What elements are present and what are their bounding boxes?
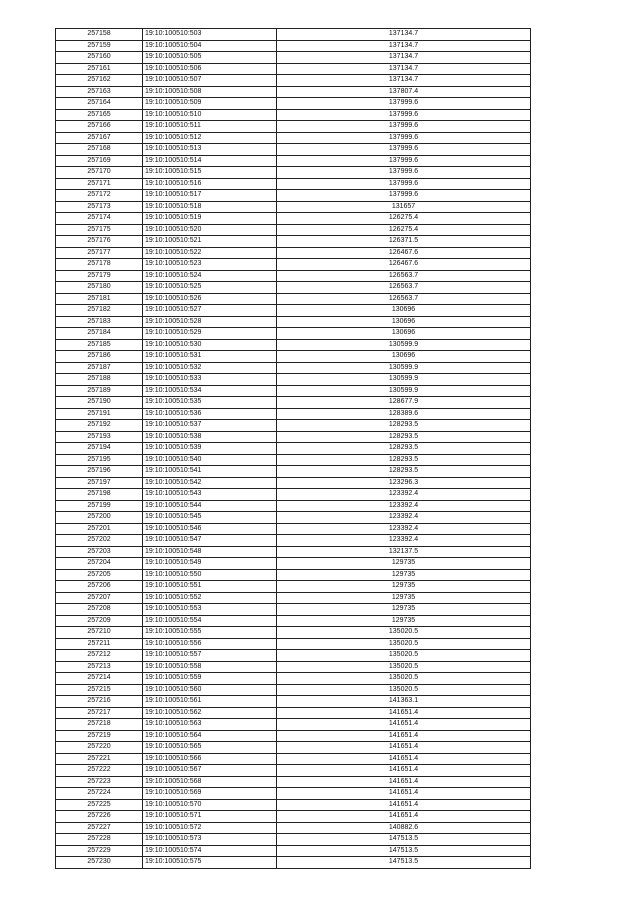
- row-id-cell: 257166: [56, 121, 143, 133]
- cadastral-number-cell: 19:10:100510:575: [143, 857, 277, 869]
- row-id-cell: 257214: [56, 673, 143, 685]
- cadastral-number-cell: 19:10:100510:518: [143, 201, 277, 213]
- cadastral-number-cell: 19:10:100510:528: [143, 316, 277, 328]
- table-body: [56, 29, 531, 869]
- table-row: [56, 420, 531, 432]
- cadastral-number-cell: 19:10:100510:555: [143, 627, 277, 639]
- value-cell: 147513.5: [277, 845, 531, 857]
- row-id-cell: 257171: [56, 178, 143, 190]
- table-row: [56, 213, 531, 225]
- cadastral-number-cell: 19:10:100510:514: [143, 155, 277, 167]
- cadastral-number-cell: 19:10:100510:531: [143, 351, 277, 363]
- cadastral-number-cell: 19:10:100510:509: [143, 98, 277, 110]
- table-row: [56, 339, 531, 351]
- row-id-cell: 257218: [56, 719, 143, 731]
- table-row: [56, 362, 531, 374]
- value-cell: 128293.5: [277, 454, 531, 466]
- row-id-cell: 257211: [56, 638, 143, 650]
- cadastral-number-cell: 19:10:100510:573: [143, 834, 277, 846]
- row-id-cell: 257172: [56, 190, 143, 202]
- table-row: [56, 581, 531, 593]
- row-id-cell: 257192: [56, 420, 143, 432]
- table-row: [56, 29, 531, 41]
- cadastral-number-cell: 19:10:100510:533: [143, 374, 277, 386]
- row-id-cell: 257178: [56, 259, 143, 271]
- value-cell: 126467.6: [277, 259, 531, 271]
- value-cell: 123392.4: [277, 489, 531, 501]
- row-id-cell: 257198: [56, 489, 143, 501]
- table-row: [56, 443, 531, 455]
- row-id-cell: 257201: [56, 523, 143, 535]
- cadastral-number-cell: 19:10:100510:572: [143, 822, 277, 834]
- table-row: [56, 431, 531, 443]
- value-cell: 137999.6: [277, 190, 531, 202]
- row-id-cell: 257199: [56, 500, 143, 512]
- table-row: [56, 121, 531, 133]
- value-cell: 129735: [277, 592, 531, 604]
- cadastral-number-cell: 19:10:100510:527: [143, 305, 277, 317]
- value-cell: 141651.4: [277, 730, 531, 742]
- value-cell: 130599.9: [277, 385, 531, 397]
- row-id-cell: 257175: [56, 224, 143, 236]
- value-cell: 147513.5: [277, 834, 531, 846]
- cadastral-number-cell: 19:10:100510:538: [143, 431, 277, 443]
- value-cell: 141651.4: [277, 707, 531, 719]
- cadastral-number-cell: 19:10:100510:510: [143, 109, 277, 121]
- cadastral-number-cell: 19:10:100510:540: [143, 454, 277, 466]
- cadastral-number-cell: 19:10:100510:520: [143, 224, 277, 236]
- row-id-cell: 257213: [56, 661, 143, 673]
- value-cell: 129735: [277, 604, 531, 616]
- cadastral-number-cell: 19:10:100510:522: [143, 247, 277, 259]
- value-cell: 130599.9: [277, 374, 531, 386]
- value-cell: 128293.5: [277, 443, 531, 455]
- row-id-cell: 257216: [56, 696, 143, 708]
- row-id-cell: 257229: [56, 845, 143, 857]
- value-cell: 137134.7: [277, 40, 531, 52]
- table-row: [56, 707, 531, 719]
- table-row: [56, 500, 531, 512]
- row-id-cell: 257163: [56, 86, 143, 98]
- table-row: [56, 397, 531, 409]
- cadastral-number-cell: 19:10:100510:529: [143, 328, 277, 340]
- row-id-cell: 257177: [56, 247, 143, 259]
- row-id-cell: 257168: [56, 144, 143, 156]
- value-cell: 123392.4: [277, 512, 531, 524]
- row-id-cell: 257186: [56, 351, 143, 363]
- table-row: [56, 811, 531, 823]
- row-id-cell: 257219: [56, 730, 143, 742]
- row-id-cell: 257160: [56, 52, 143, 64]
- row-id-cell: 257185: [56, 339, 143, 351]
- value-cell: 141651.4: [277, 811, 531, 823]
- row-id-cell: 257217: [56, 707, 143, 719]
- cadastral-number-cell: 19:10:100510:526: [143, 293, 277, 305]
- row-id-cell: 257173: [56, 201, 143, 213]
- row-id-cell: 257209: [56, 615, 143, 627]
- table-row: [56, 558, 531, 570]
- cadastral-number-cell: 19:10:100510:503: [143, 29, 277, 41]
- cadastral-number-cell: 19:10:100510:547: [143, 535, 277, 547]
- value-cell: 129735: [277, 581, 531, 593]
- cadastral-number-cell: 19:10:100510:545: [143, 512, 277, 524]
- cadastral-number-cell: 19:10:100510:521: [143, 236, 277, 248]
- value-cell: 141651.4: [277, 788, 531, 800]
- value-cell: 137134.7: [277, 52, 531, 64]
- row-id-cell: 257200: [56, 512, 143, 524]
- row-id-cell: 257226: [56, 811, 143, 823]
- table-row: [56, 282, 531, 294]
- cadastral-number-cell: 19:10:100510:541: [143, 466, 277, 478]
- cadastral-number-cell: 19:10:100510:536: [143, 408, 277, 420]
- value-cell: 126467.6: [277, 247, 531, 259]
- table-row: [56, 305, 531, 317]
- table-row: [56, 523, 531, 535]
- row-id-cell: 257158: [56, 29, 143, 41]
- value-cell: 135020.5: [277, 650, 531, 662]
- value-cell: 123296.3: [277, 477, 531, 489]
- data-table: [55, 28, 531, 869]
- cadastral-number-cell: 19:10:100510:507: [143, 75, 277, 87]
- table-row: [56, 788, 531, 800]
- value-cell: 141651.4: [277, 753, 531, 765]
- cadastral-number-cell: 19:10:100510:524: [143, 270, 277, 282]
- cadastral-number-cell: 19:10:100510:544: [143, 500, 277, 512]
- cadastral-number-cell: 19:10:100510:505: [143, 52, 277, 64]
- value-cell: 128293.5: [277, 420, 531, 432]
- value-cell: 137134.7: [277, 63, 531, 75]
- cadastral-number-cell: 19:10:100510:565: [143, 742, 277, 754]
- value-cell: 130696: [277, 305, 531, 317]
- row-id-cell: 257210: [56, 627, 143, 639]
- value-cell: 141651.4: [277, 719, 531, 731]
- value-cell: 137134.7: [277, 75, 531, 87]
- table-row: [56, 40, 531, 52]
- table-row: [56, 592, 531, 604]
- row-id-cell: 257207: [56, 592, 143, 604]
- value-cell: 128677.9: [277, 397, 531, 409]
- value-cell: 137134.7: [277, 29, 531, 41]
- value-cell: 126275.4: [277, 224, 531, 236]
- table-row: [56, 799, 531, 811]
- row-id-cell: 257227: [56, 822, 143, 834]
- row-id-cell: 257223: [56, 776, 143, 788]
- row-id-cell: 257169: [56, 155, 143, 167]
- row-id-cell: 257170: [56, 167, 143, 179]
- value-cell: 137999.6: [277, 132, 531, 144]
- value-cell: 132137.5: [277, 546, 531, 558]
- row-id-cell: 257190: [56, 397, 143, 409]
- table-row: [56, 661, 531, 673]
- row-id-cell: 257202: [56, 535, 143, 547]
- row-id-cell: 257179: [56, 270, 143, 282]
- table-row: [56, 776, 531, 788]
- cadastral-number-cell: 19:10:100510:511: [143, 121, 277, 133]
- value-cell: 126563.7: [277, 282, 531, 294]
- value-cell: 140882.6: [277, 822, 531, 834]
- cadastral-number-cell: 19:10:100510:553: [143, 604, 277, 616]
- table-row: [56, 351, 531, 363]
- table-row: [56, 857, 531, 869]
- table-row: [56, 86, 531, 98]
- table-row: [56, 822, 531, 834]
- row-id-cell: 257182: [56, 305, 143, 317]
- table-row: [56, 316, 531, 328]
- table-row: [56, 489, 531, 501]
- value-cell: 130696: [277, 351, 531, 363]
- table-row: [56, 259, 531, 271]
- value-cell: 128293.5: [277, 431, 531, 443]
- cadastral-number-cell: 19:10:100510:512: [143, 132, 277, 144]
- table-row: [56, 512, 531, 524]
- row-id-cell: 257195: [56, 454, 143, 466]
- table-row: [56, 98, 531, 110]
- row-id-cell: 257188: [56, 374, 143, 386]
- table-row: [56, 615, 531, 627]
- table-row: [56, 224, 531, 236]
- table-row: [56, 742, 531, 754]
- cadastral-number-cell: 19:10:100510:559: [143, 673, 277, 685]
- value-cell: 126371.5: [277, 236, 531, 248]
- value-cell: 141651.4: [277, 742, 531, 754]
- table-row: [56, 374, 531, 386]
- cadastral-number-cell: 19:10:100510:564: [143, 730, 277, 742]
- value-cell: 137999.6: [277, 98, 531, 110]
- table-row: [56, 477, 531, 489]
- row-id-cell: 257193: [56, 431, 143, 443]
- table-row: [56, 385, 531, 397]
- cadastral-number-cell: 19:10:100510:530: [143, 339, 277, 351]
- cadastral-number-cell: 19:10:100510:504: [143, 40, 277, 52]
- table-row: [56, 132, 531, 144]
- cadastral-number-cell: 19:10:100510:563: [143, 719, 277, 731]
- row-id-cell: 257221: [56, 753, 143, 765]
- value-cell: 135020.5: [277, 638, 531, 650]
- cadastral-number-cell: 19:10:100510:554: [143, 615, 277, 627]
- value-cell: 123392.4: [277, 500, 531, 512]
- value-cell: 130696: [277, 328, 531, 340]
- row-id-cell: 257215: [56, 684, 143, 696]
- row-id-cell: 257225: [56, 799, 143, 811]
- row-id-cell: 257176: [56, 236, 143, 248]
- value-cell: 135020.5: [277, 684, 531, 696]
- table-row: [56, 408, 531, 420]
- row-id-cell: 257164: [56, 98, 143, 110]
- value-cell: 137999.6: [277, 109, 531, 121]
- cadastral-number-cell: 19:10:100510:546: [143, 523, 277, 535]
- table-row: [56, 834, 531, 846]
- row-id-cell: 257196: [56, 466, 143, 478]
- cadastral-number-cell: 19:10:100510:525: [143, 282, 277, 294]
- row-id-cell: 257191: [56, 408, 143, 420]
- value-cell: 126563.7: [277, 270, 531, 282]
- table-row: [56, 144, 531, 156]
- row-id-cell: 257197: [56, 477, 143, 489]
- table-row: [56, 190, 531, 202]
- table-row: [56, 201, 531, 213]
- table-row: [56, 75, 531, 87]
- row-id-cell: 257194: [56, 443, 143, 455]
- cadastral-number-cell: 19:10:100510:534: [143, 385, 277, 397]
- row-id-cell: 257222: [56, 765, 143, 777]
- table-row: [56, 627, 531, 639]
- cadastral-number-cell: 19:10:100510:542: [143, 477, 277, 489]
- row-id-cell: 257228: [56, 834, 143, 846]
- cadastral-number-cell: 19:10:100510:551: [143, 581, 277, 593]
- cadastral-number-cell: 19:10:100510:549: [143, 558, 277, 570]
- table-row: [56, 753, 531, 765]
- cadastral-number-cell: 19:10:100510:566: [143, 753, 277, 765]
- value-cell: 141651.4: [277, 799, 531, 811]
- table-row: [56, 178, 531, 190]
- row-id-cell: 257180: [56, 282, 143, 294]
- table-row: [56, 52, 531, 64]
- value-cell: 137999.6: [277, 121, 531, 133]
- cadastral-number-cell: 19:10:100510:556: [143, 638, 277, 650]
- value-cell: 123392.4: [277, 535, 531, 547]
- cadastral-number-cell: 19:10:100510:570: [143, 799, 277, 811]
- cadastral-number-cell: 19:10:100510:535: [143, 397, 277, 409]
- value-cell: 135020.5: [277, 661, 531, 673]
- cadastral-number-cell: 19:10:100510:557: [143, 650, 277, 662]
- row-id-cell: 257159: [56, 40, 143, 52]
- value-cell: 129735: [277, 558, 531, 570]
- row-id-cell: 257181: [56, 293, 143, 305]
- table-row: [56, 546, 531, 558]
- value-cell: 126275.4: [277, 213, 531, 225]
- row-id-cell: 257187: [56, 362, 143, 374]
- cadastral-number-cell: 19:10:100510:571: [143, 811, 277, 823]
- cadastral-number-cell: 19:10:100510:569: [143, 788, 277, 800]
- row-id-cell: 257174: [56, 213, 143, 225]
- row-id-cell: 257205: [56, 569, 143, 581]
- cadastral-number-cell: 19:10:100510:539: [143, 443, 277, 455]
- cadastral-number-cell: 19:10:100510:517: [143, 190, 277, 202]
- cadastral-number-cell: 19:10:100510:567: [143, 765, 277, 777]
- value-cell: 135020.5: [277, 673, 531, 685]
- row-id-cell: 257189: [56, 385, 143, 397]
- table-row: [56, 638, 531, 650]
- cadastral-number-cell: 19:10:100510:568: [143, 776, 277, 788]
- row-id-cell: 257165: [56, 109, 143, 121]
- row-id-cell: 257204: [56, 558, 143, 570]
- cadastral-number-cell: 19:10:100510:558: [143, 661, 277, 673]
- table-row: [56, 845, 531, 857]
- value-cell: 135020.5: [277, 627, 531, 639]
- value-cell: 128389.6: [277, 408, 531, 420]
- row-id-cell: 257206: [56, 581, 143, 593]
- row-id-cell: 257220: [56, 742, 143, 754]
- value-cell: 137999.6: [277, 178, 531, 190]
- table-row: [56, 535, 531, 547]
- row-id-cell: 257230: [56, 857, 143, 869]
- cadastral-number-cell: 19:10:100510:550: [143, 569, 277, 581]
- cadastral-number-cell: 19:10:100510:508: [143, 86, 277, 98]
- cadastral-number-cell: 19:10:100510:506: [143, 63, 277, 75]
- value-cell: 147513.5: [277, 857, 531, 869]
- value-cell: 123392.4: [277, 523, 531, 535]
- value-cell: 130599.9: [277, 362, 531, 374]
- value-cell: 126563.7: [277, 293, 531, 305]
- table-row: [56, 454, 531, 466]
- value-cell: 129735: [277, 569, 531, 581]
- table-row: [56, 650, 531, 662]
- table-row: [56, 765, 531, 777]
- cadastral-number-cell: 19:10:100510:513: [143, 144, 277, 156]
- table-row: [56, 466, 531, 478]
- table-row: [56, 293, 531, 305]
- cadastral-number-cell: 19:10:100510:537: [143, 420, 277, 432]
- value-cell: 141651.4: [277, 765, 531, 777]
- value-cell: 137999.6: [277, 167, 531, 179]
- table-row: [56, 696, 531, 708]
- value-cell: 137999.6: [277, 144, 531, 156]
- value-cell: 130599.9: [277, 339, 531, 351]
- cadastral-number-cell: 19:10:100510:523: [143, 259, 277, 271]
- value-cell: 128293.5: [277, 466, 531, 478]
- cadastral-number-cell: 19:10:100510:532: [143, 362, 277, 374]
- table-row: [56, 719, 531, 731]
- table-row: [56, 270, 531, 282]
- row-id-cell: 257203: [56, 546, 143, 558]
- table-row: [56, 155, 531, 167]
- table-row: [56, 684, 531, 696]
- row-id-cell: 257161: [56, 63, 143, 75]
- cadastral-number-cell: 19:10:100510:562: [143, 707, 277, 719]
- row-id-cell: 257162: [56, 75, 143, 87]
- table-row: [56, 604, 531, 616]
- row-id-cell: 257208: [56, 604, 143, 616]
- cadastral-number-cell: 19:10:100510:548: [143, 546, 277, 558]
- row-id-cell: 257224: [56, 788, 143, 800]
- cadastral-number-cell: 19:10:100510:560: [143, 684, 277, 696]
- table-row: [56, 167, 531, 179]
- value-cell: 129735: [277, 615, 531, 627]
- cadastral-number-cell: 19:10:100510:519: [143, 213, 277, 225]
- table-row: [56, 63, 531, 75]
- row-id-cell: 257183: [56, 316, 143, 328]
- value-cell: 131657: [277, 201, 531, 213]
- table-row: [56, 247, 531, 259]
- row-id-cell: 257184: [56, 328, 143, 340]
- value-cell: 130696: [277, 316, 531, 328]
- cadastral-number-cell: 19:10:100510:515: [143, 167, 277, 179]
- cadastral-number-cell: 19:10:100510:574: [143, 845, 277, 857]
- cadastral-number-cell: 19:10:100510:516: [143, 178, 277, 190]
- cadastral-number-cell: 19:10:100510:561: [143, 696, 277, 708]
- table-row: [56, 328, 531, 340]
- table-row: [56, 673, 531, 685]
- table-row: [56, 569, 531, 581]
- row-id-cell: 257212: [56, 650, 143, 662]
- value-cell: 141363.1: [277, 696, 531, 708]
- table-row: [56, 730, 531, 742]
- table-row: [56, 236, 531, 248]
- value-cell: 137999.6: [277, 155, 531, 167]
- cadastral-number-cell: 19:10:100510:552: [143, 592, 277, 604]
- table-row: [56, 109, 531, 121]
- row-id-cell: 257167: [56, 132, 143, 144]
- value-cell: 141651.4: [277, 776, 531, 788]
- cadastral-number-cell: 19:10:100510:543: [143, 489, 277, 501]
- value-cell: 137807.4: [277, 86, 531, 98]
